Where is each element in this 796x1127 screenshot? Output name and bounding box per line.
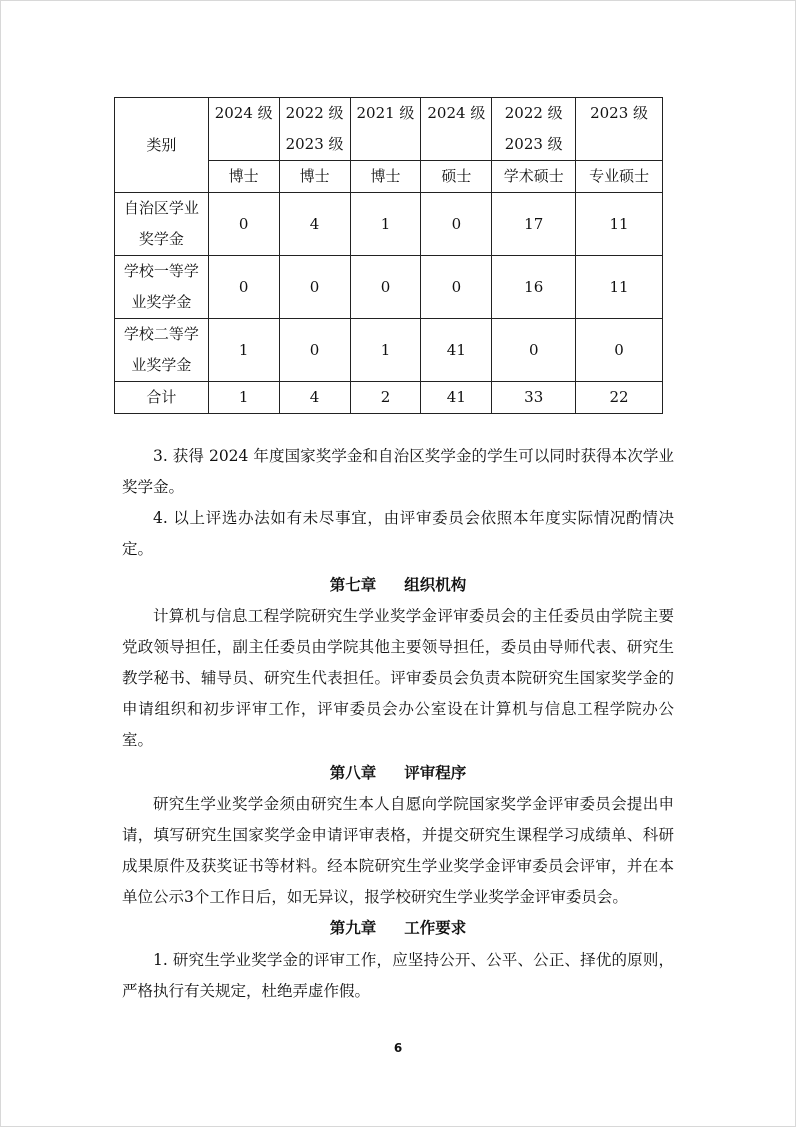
value-cell: 33 [492,382,576,414]
value-cell: 41 [421,382,492,414]
degree-header-cell: 博士 [208,161,279,193]
grade-header-cell: 2021 级 [350,98,421,161]
value-cell: 16 [492,256,576,319]
row-label-cell: 学校一等学 业奖学金 [115,256,209,319]
paragraph-item-3: 3. 获得 2024 年度国家奖学金和自治区奖学金的学生可以同时获得本次学业奖学金。 [122,447,674,496]
table-row [115,319,663,382]
value-cell: 4 [279,382,350,414]
value-cell: 17 [492,193,576,256]
value-cell: 0 [279,319,350,382]
page-number: 6 [393,1041,403,1055]
grade-header-cell: 2024 级 [421,98,492,161]
grade-header-cell: 2022 级 2023 级 [279,98,350,161]
table-row [115,193,663,256]
chapter-heading-7: 第七章 组织机构 [329,575,467,594]
value-cell: 0 [208,193,279,256]
value-cell: 2 [350,382,421,414]
value-cell: 4 [279,193,350,256]
value-cell: 0 [492,319,576,382]
table-row [115,256,663,319]
value-cell: 11 [576,193,663,256]
table-header-row [115,98,663,161]
category-header-cell: 类别 [115,98,209,193]
value-cell: 1 [350,193,421,256]
row-label-cell: 自治区学业 奖学金 [115,193,209,256]
value-cell: 0 [576,319,663,382]
degree-header-cell: 博士 [350,161,421,193]
value-cell: 0 [421,256,492,319]
value-cell: 0 [421,193,492,256]
row-label-cell: 合计 [115,382,209,414]
value-cell: 1 [350,319,421,382]
degree-header-cell: 学术硕士 [492,161,576,193]
scholarship-quota-table [114,97,663,414]
value-cell: 1 [208,319,279,382]
row-label-cell: 学校二等学 业奖学金 [115,319,209,382]
value-cell: 0 [279,256,350,319]
value-cell: 0 [350,256,421,319]
paragraph-chapter-7: 计算机与信息工程学院研究生学业奖学金评审委员会的主任委员由学院主要党政领导担任，副主任委员由学院其他主要领导担任，委员由导师代表、研究生教学秘书、辅导员、研究生代表担任。评审委员会负责本院研究生国家奖学金的申请组织和初步评审工作，评审委员会办公室设在计算机与信息工程学院办公室。 [122,607,674,749]
chapter-heading-8: 第八章 评审程序 [329,763,467,782]
degree-header-cell: 硕士 [421,161,492,193]
grade-header-cell: 2024 级 [208,98,279,161]
paragraph-item-4: 4. 以上评选办法如有未尽事宜，由评审委员会依照本年度实际情况酌情决定。 [122,509,674,558]
chapter-heading-9: 第九章 工作要求 [329,918,467,937]
table-total-row [115,382,663,414]
paragraph-chapter-8: 研究生学业奖学金须由研究生本人自愿向学院国家奖学金评审委员会提出申请，填写研究生国家奖学金申请评审表格，并提交研究生课程学习成绩单、科研成果原件及获奖证书等材料。经本院研究生学业奖学金评审委员会评审，并在本单位公示3个工作日后，如无异议，报学校研究生学业奖学金评审委员会。 [122,795,674,906]
grade-header-cell: 2023 级 [576,98,663,161]
paragraph-chapter-9-item-1: 1. 研究生学业奖学金的评审工作，应坚持公开、公平、公正、择优的原则，严格执行有关规定，杜绝弄虚作假。 [122,951,674,1000]
grade-header-cell: 2022 级 2023 级 [492,98,576,161]
value-cell: 1 [208,382,279,414]
value-cell: 0 [208,256,279,319]
value-cell: 41 [421,319,492,382]
degree-header-cell: 博士 [279,161,350,193]
degree-header-cell: 专业硕士 [576,161,663,193]
value-cell: 22 [576,382,663,414]
value-cell: 11 [576,256,663,319]
